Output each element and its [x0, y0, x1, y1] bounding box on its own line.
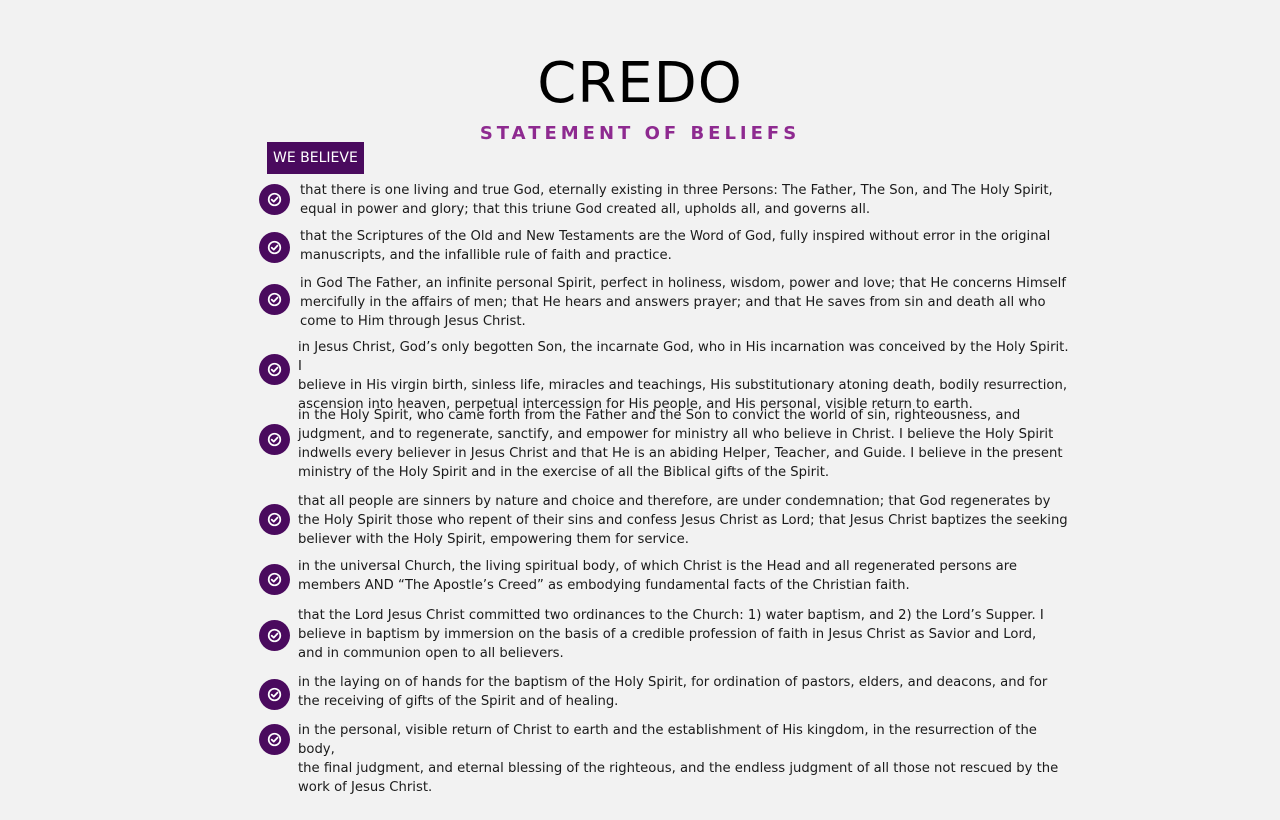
check-circle-icon: [259, 284, 290, 315]
check-circle-icon: [259, 724, 290, 755]
belief-text: in the personal, visible return of Christ to earth and the establishment of His kingdom, in the resurrection of the body, the final judgment, and eternal blessing of the righteous, and the endless judgment of all those not rescued by the work of Jesus Christ.: [298, 723, 1059, 795]
belief-text: that the Scriptures of the Old and New Testaments are the Word of God, fully inspired without error in the original manuscripts, and the infallible rule of faith and practice.: [300, 229, 1051, 263]
belief-text: in the laying on of hands for the baptism of the Holy Spirit, for ordination of pastors, elders, and deacons, and for the receiving of gifts of the Spirit and of healing.: [298, 675, 1048, 709]
belief-text: that the Lord Jesus Christ committed two ordinances to the Church: 1) water baptism, and 2) the Lord’s Supper. I believe in baptism by immersion on the basis of a credible profession of faith in Jesus Christ as Savior and Lord, and in communion open to all believers.: [298, 608, 1044, 661]
check-circle-icon: [259, 620, 290, 651]
check-circle-icon: [259, 232, 290, 263]
belief-text: that all people are sinners by nature and choice and therefore, are under condemnation; that God regenerates by the Holy Spirit those who repent of their sins and confess Jesus Christ as Lord; that Jesus Christ baptizes the seeking believer with the Holy Spirit, empowering them for service.: [298, 494, 1068, 547]
check-circle-icon: [259, 424, 290, 455]
check-circle-icon: [259, 564, 290, 595]
we-believe-badge: WE BELIEVE: [267, 142, 364, 174]
check-circle-icon: [259, 504, 290, 535]
belief-text: in God The Father, an infinite personal Spirit, perfect in holiness, wisdom, power and love; that He concerns Himself mercifully in the affairs of men; that He hears and answers prayer; and that He saves from sin and death all who come to Him through Jesus Christ.: [300, 276, 1066, 329]
page-title: CREDO: [537, 51, 743, 116]
page-subtitle: STATEMENT OF BELIEFS: [479, 123, 801, 144]
belief-text: in Jesus Christ, God’s only begotten Son, the incarnate God, who in His incarnation was conceived by the Holy Spirit. I believe in His virgin birth, sinless life, miracles and teachings, His substitutionary atoning death, bodily resurrection, ascension into heaven, perpetual intercession for His people, and His personal, visible return to earth.: [298, 340, 1069, 412]
check-circle-icon: [259, 354, 290, 385]
check-circle-icon: [259, 679, 290, 710]
belief-text: that there is one living and true God, eternally existing in three Persons: The Father, The Son, and The Holy Spirit, equal in power and glory; that this triune God created all, upholds all, and governs all.: [300, 183, 1053, 217]
belief-text: in the universal Church, the living spiritual body, of which Christ is the Head and all regenerated persons are members AND “The Apostle’s Creed” as embodying fundamental facts of the Christian faith.: [298, 559, 1018, 593]
check-circle-icon: [259, 184, 290, 215]
belief-text: in the Holy Spirit, who came forth from the Father and the Son to convict the world of sin, righteousness, and judgment, and to regenerate, sanctify, and empower for ministry all who believe in Christ. I believe the Holy Spirit indwells every believer in Jesus Christ and that He is an abiding Helper, Teacher, and Guide. I believe in the present ministry of the Holy Spirit and in the exercise of all the Biblical gifts of the Spirit.: [298, 408, 1063, 480]
